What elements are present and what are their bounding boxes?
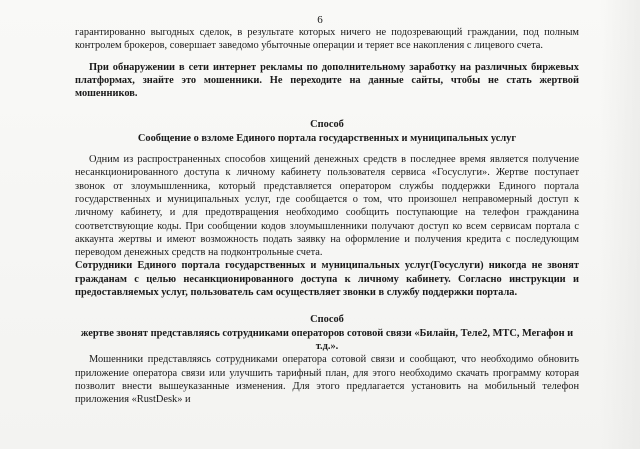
section-heading-1: Способ (310, 119, 344, 131)
paragraph-brokers: гарантированно выгодных сделок, в результате которых ничего не подозревающий граждании, под полным контролем брокеров, совершает заведомо убыточные операции и теряет все накопления с лицевого счета. (75, 27, 579, 52)
paragraph-mobile-operator-scheme: Мошенники представляясь сотрудниками оператора сотовой связи и сообщают, что необходимо обновить приложение оператора связи или улучшить тарифный план, для этого необходимо скачать программу которая позволит внести вышеуказанные изменения. Для этого предлагается установить на мобильный телефон приложения «RustDesk» и (75, 354, 579, 406)
scan-shadow (600, 0, 640, 449)
section-heading-2: Способ (310, 314, 344, 326)
document-body (75, 26, 579, 406)
paragraph-gosuslugi-scheme: Одним из распространенных способов хищений денежных средств в последнее время является получение несанкционированного доступа к личному кабинету пользователя сервиса «Госуслуги». Жертве поступает звонок от злоумышленника, который представляется оператором службы поддержки Единого портала государственных и муниципальных услуг, где сообщается о том, что произошел неправомерный доступ к личному кабинету, и для предотвращения необходимо сообщить поступающие на телефон гражданина соответствующие коды. При сообщении кодов злоумышленники получают доступ ко всем сервисам портала с аккаунта жертвы и имеют возможность подать заявку на оформление и получения кредита с последующим переводом денежных средств на подконтрольные счета. (75, 154, 579, 259)
section-title-1: Сообщение о взломе Единого портала государственных и муниципальных услуг (137, 132, 517, 144)
paragraph-warning-exchange: При обнаружении в сети интернет рекламы по дополнительному заработку на различных биржевых платформах, знайте это мошенники. Не переходите на данные сайты, чтобы не стать жертвой мошенников. (75, 61, 579, 100)
paragraph-gosuslugi-warning: Сотрудники Единого портала государственных и муниципальных услуг(Госуслуги) никогда не звонят гражданам с целью несанкционированного доступа к личному кабинету. Согласно инструкции и предоставляемых услуг, пользователь сам осуществляет звонки в службу поддержки портала. (75, 260, 579, 299)
page-number: 6 (317, 14, 323, 26)
section-title-2: жертве звонят представляясь сотрудниками операторов сотовой связи «Билайн, Теле2, МТС, Мегафон и т.д.». (80, 327, 574, 352)
